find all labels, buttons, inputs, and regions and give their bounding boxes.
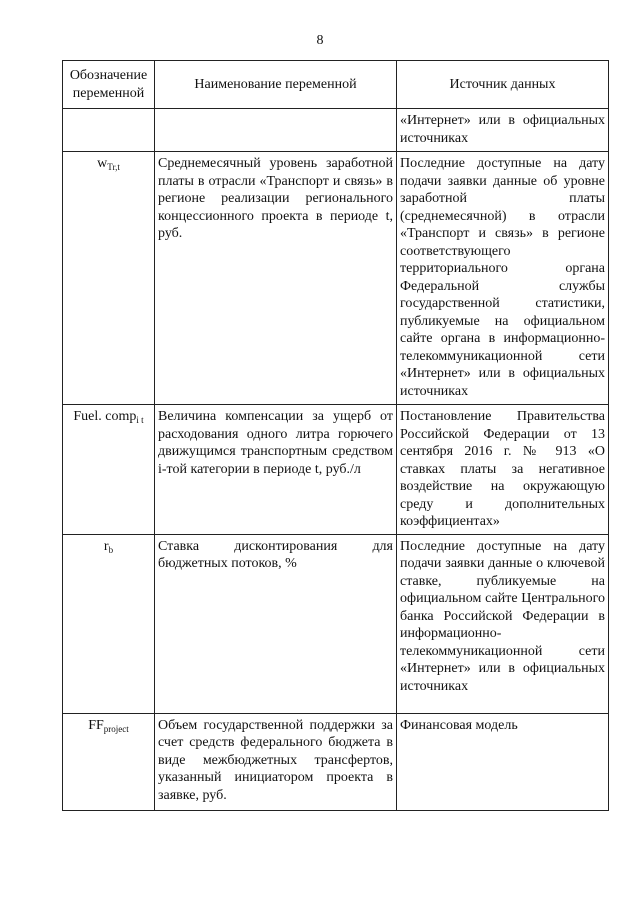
header-name: Наименование переменной: [155, 61, 397, 109]
table-row: [63, 713, 609, 810]
symbol-sub: i t: [136, 415, 144, 425]
name-cell: Среднемесячный уровень заработной платы в отрасли «Транспорт и связь» в регионе реализации регионального концессионного проекта в периоде t, руб.: [155, 152, 397, 405]
symbol-cell: [63, 405, 155, 535]
table-row: [63, 152, 609, 405]
symbol-cell: [63, 152, 155, 405]
name-cell: [155, 109, 397, 152]
symbol-sub: project: [103, 723, 129, 734]
source-cell: Финансовая модель: [397, 713, 609, 810]
source-cell: Последние доступные на дату подачи заявки данные о ключевой ставке, публикуемые на официальном сайте Центрального банка Российской Федерации в информационно-телекоммуникационной сети «Интернет» или в официальных источниках: [397, 534, 609, 713]
header-symbol-line1: Обозначение: [69, 68, 148, 83]
symbol-main: r: [103, 538, 109, 554]
symbol-main: Fuel. comp: [73, 409, 137, 424]
header-symbol: [63, 61, 155, 109]
page-number: 8: [316, 33, 324, 48]
symbol-cell: [63, 713, 155, 810]
symbol-cell: [63, 109, 155, 152]
symbol-sub: b: [108, 544, 114, 555]
header-symbol-line2: переменной: [72, 85, 145, 101]
symbol-sub: Tr,t: [107, 162, 120, 172]
name-cell: Величина компенсации за ущерб от расходования одного литра горючего движущимся транспортным средством i-той категории в периоде t, руб./л: [155, 405, 397, 535]
source-cell: «Интернет» или в официальных источниках: [397, 109, 609, 152]
symbol-main: FF: [88, 717, 104, 733]
symbol-main: w: [97, 156, 108, 171]
table-row: [63, 534, 609, 713]
header-source: Источник данных: [397, 61, 609, 109]
symbol-cell: [63, 534, 155, 713]
table-row: [63, 109, 609, 152]
variables-table: [62, 60, 609, 811]
table-header-row: [63, 61, 609, 109]
name-cell: Объем государственной поддержки за счет средств федерального бюджета в виде межбюджетных трансфертов, указанный инициатором проекта в заявке, руб.: [155, 713, 397, 810]
table-row: [63, 405, 609, 535]
source-cell: Последние доступные на дату подачи заявки данные об уровне заработной платы (среднемесячной) в отрасли «Транспорт и связь» в регионе соответствующего территориального органа Федеральной службы государственной статистики, публикуемые на официальном сайте органа в информационно-телекоммуникационной сети «Интернет» или в официальных источниках: [397, 152, 609, 405]
source-cell: Постановление Правительства Российской Федерации от 13 сентября 2016 г. № 913 «О ставках платы за негативное воздействие на окружающую среду и дополнительных коэффициентах»: [397, 405, 609, 535]
name-cell: Ставка дисконтирования для бюджетных потоков, %: [155, 534, 397, 713]
